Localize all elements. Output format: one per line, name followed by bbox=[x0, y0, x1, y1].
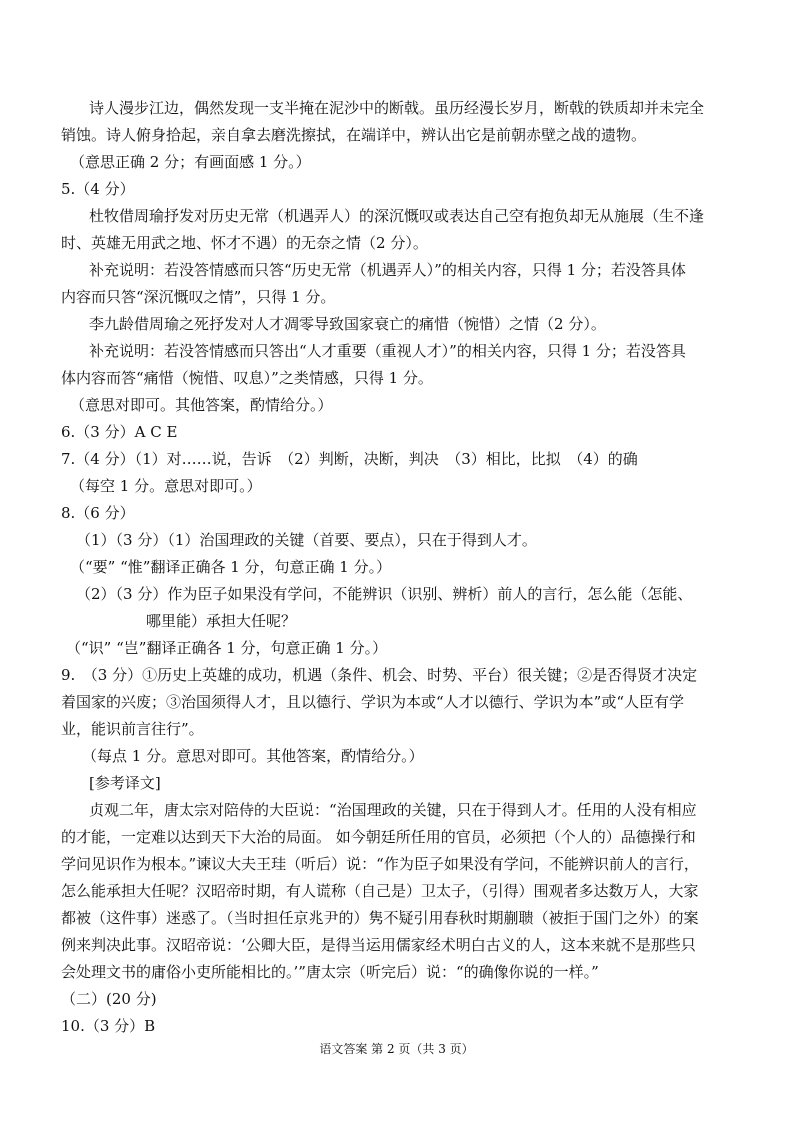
text-line: 的才能，一定难以达到天下大治的局面。 如今朝廷所任用的官员，必须把（个人的）品德操行和 bbox=[61, 828, 696, 846]
text-line: 补充说明：若没答情感而只答“历史无常（机遇弄人）”的相关内容，只得 1 分；若没答具体 bbox=[89, 261, 686, 279]
text-line: 诗人漫步江边，偶然发现一支半掩在泥沙中的断戟。虽历经漫长岁月，断戟的铁质却并未完全 bbox=[89, 99, 705, 117]
question-number: 5.（4 分） bbox=[61, 180, 135, 198]
question-number: 8.（6 分） bbox=[61, 504, 135, 522]
text-line: （每点 1 分。意思对即可。其他答案，酌情给分。） bbox=[82, 747, 424, 765]
question-number: 9. （3 分）①历史上英雄的成功，机遇（条件、机会、时势、平台）很关键；②是否得贤才决定 bbox=[61, 666, 698, 684]
text-line: 贞观二年，唐太宗对陪侍的大臣说：“治国理政的关键，只在于得到人才。任用的人没有相应 bbox=[89, 801, 697, 819]
text-line: 体内容而答“痛惜（惋惜、叹息）”之类情感，只得 1 分。 bbox=[61, 369, 433, 387]
text-line: 会处理文书的庸俗小吏所能相比的。’”唐太宗（听完后）说：“的确像你说的一样。” bbox=[61, 963, 599, 981]
page-footer: 语文答案 第 2 页（共 3 页） bbox=[319, 1042, 474, 1056]
section-label: [参考译文] bbox=[89, 774, 161, 792]
text-line: 怎么能承担大任呢？汉昭帝时期，有人谎称（自己是）卫太子，（引得）围观者多达数万人，大家 bbox=[61, 882, 699, 900]
text-line: （意思对即可。其他答案，酌情给分。） bbox=[70, 396, 333, 414]
text-line: 内容而只答“深沉慨叹之情”，只得 1 分。 bbox=[61, 288, 336, 306]
text-line: 销蚀。诗人俯身拾起，亲自拿去磨洗擦拭，在端详中，辨认出它是前朝赤壁之战的遗物。 bbox=[61, 126, 647, 144]
question-number: 6.（3 分）A C E bbox=[61, 423, 178, 441]
text-line: 都被（这件事）迷惑了。（当时担任京兆尹的）隽不疑引用春秋时期蒯聩（被拒于国门之外）的案 bbox=[61, 909, 699, 927]
text-line: 学问见识作为根本。”谏议大夫王珪（听后）说：“作为臣子如果没有学问，不能辨识前人的言行， bbox=[61, 855, 699, 873]
section-heading: （二）(20 分) bbox=[61, 990, 157, 1008]
text-line: 补充说明：若没答情感而只答出“人才重要（重视人才）”的相关内容，只得 1 分；若没答具 bbox=[89, 342, 686, 360]
text-line: 时、英雄无用武之地、怀才不遇）的无奈之情（2 分）。 bbox=[61, 234, 428, 252]
question-number: 7.（4 分）（1）对……说，告诉 （2）判断，决断，判决 （3）相比，比拟 （4）的确 bbox=[61, 450, 638, 468]
text-line: 业，能识前言往行”。 bbox=[61, 720, 204, 738]
question-number: 10.（3 分）B bbox=[61, 1017, 156, 1035]
text-line: 例来判决此事。汉昭帝说：‘公卿大臣，是得当运用儒家经术明白古义的人，这本来就不是那些只 bbox=[61, 936, 696, 954]
text-line: （“识” “岂”翻译正确各 1 分，句意正确 1 分。） bbox=[66, 639, 388, 657]
text-line: 李九龄借周瑜之死抒发对人才凋零导致国家衰亡的痛惜（惋惜）之情（2 分）。 bbox=[89, 315, 606, 333]
text-line: 着国家的兴废；③治国须得人才，且以德行、学识为本或“人才以德行、学识为本”或“人臣有学 bbox=[61, 693, 685, 711]
text-line: （“要” “惟”翻译正确各 1 分，句意正确 1 分。） bbox=[70, 558, 392, 576]
text-line: （每空 1 分。意思对即可。） bbox=[70, 477, 262, 495]
text-line: 哪里能）承担大任呢？ bbox=[146, 612, 297, 630]
text-line: （2）（3 分）作为臣子如果没有学问，不能辨识（识别、辨析）前人的言行，怎么能（怎能、 bbox=[76, 585, 693, 603]
text-line: 杜牧借周瑜抒发对历史无常（机遇弄人）的深沉慨叹或表达自己空有抱负却无从施展（生不逢 bbox=[89, 207, 705, 225]
text-line: （意思正确 2 分；有画面感 1 分。） bbox=[70, 153, 311, 171]
text-line: （1）（3 分）（1）治国理政的关键（首要、要点），只在于得到人才。 bbox=[76, 531, 537, 549]
